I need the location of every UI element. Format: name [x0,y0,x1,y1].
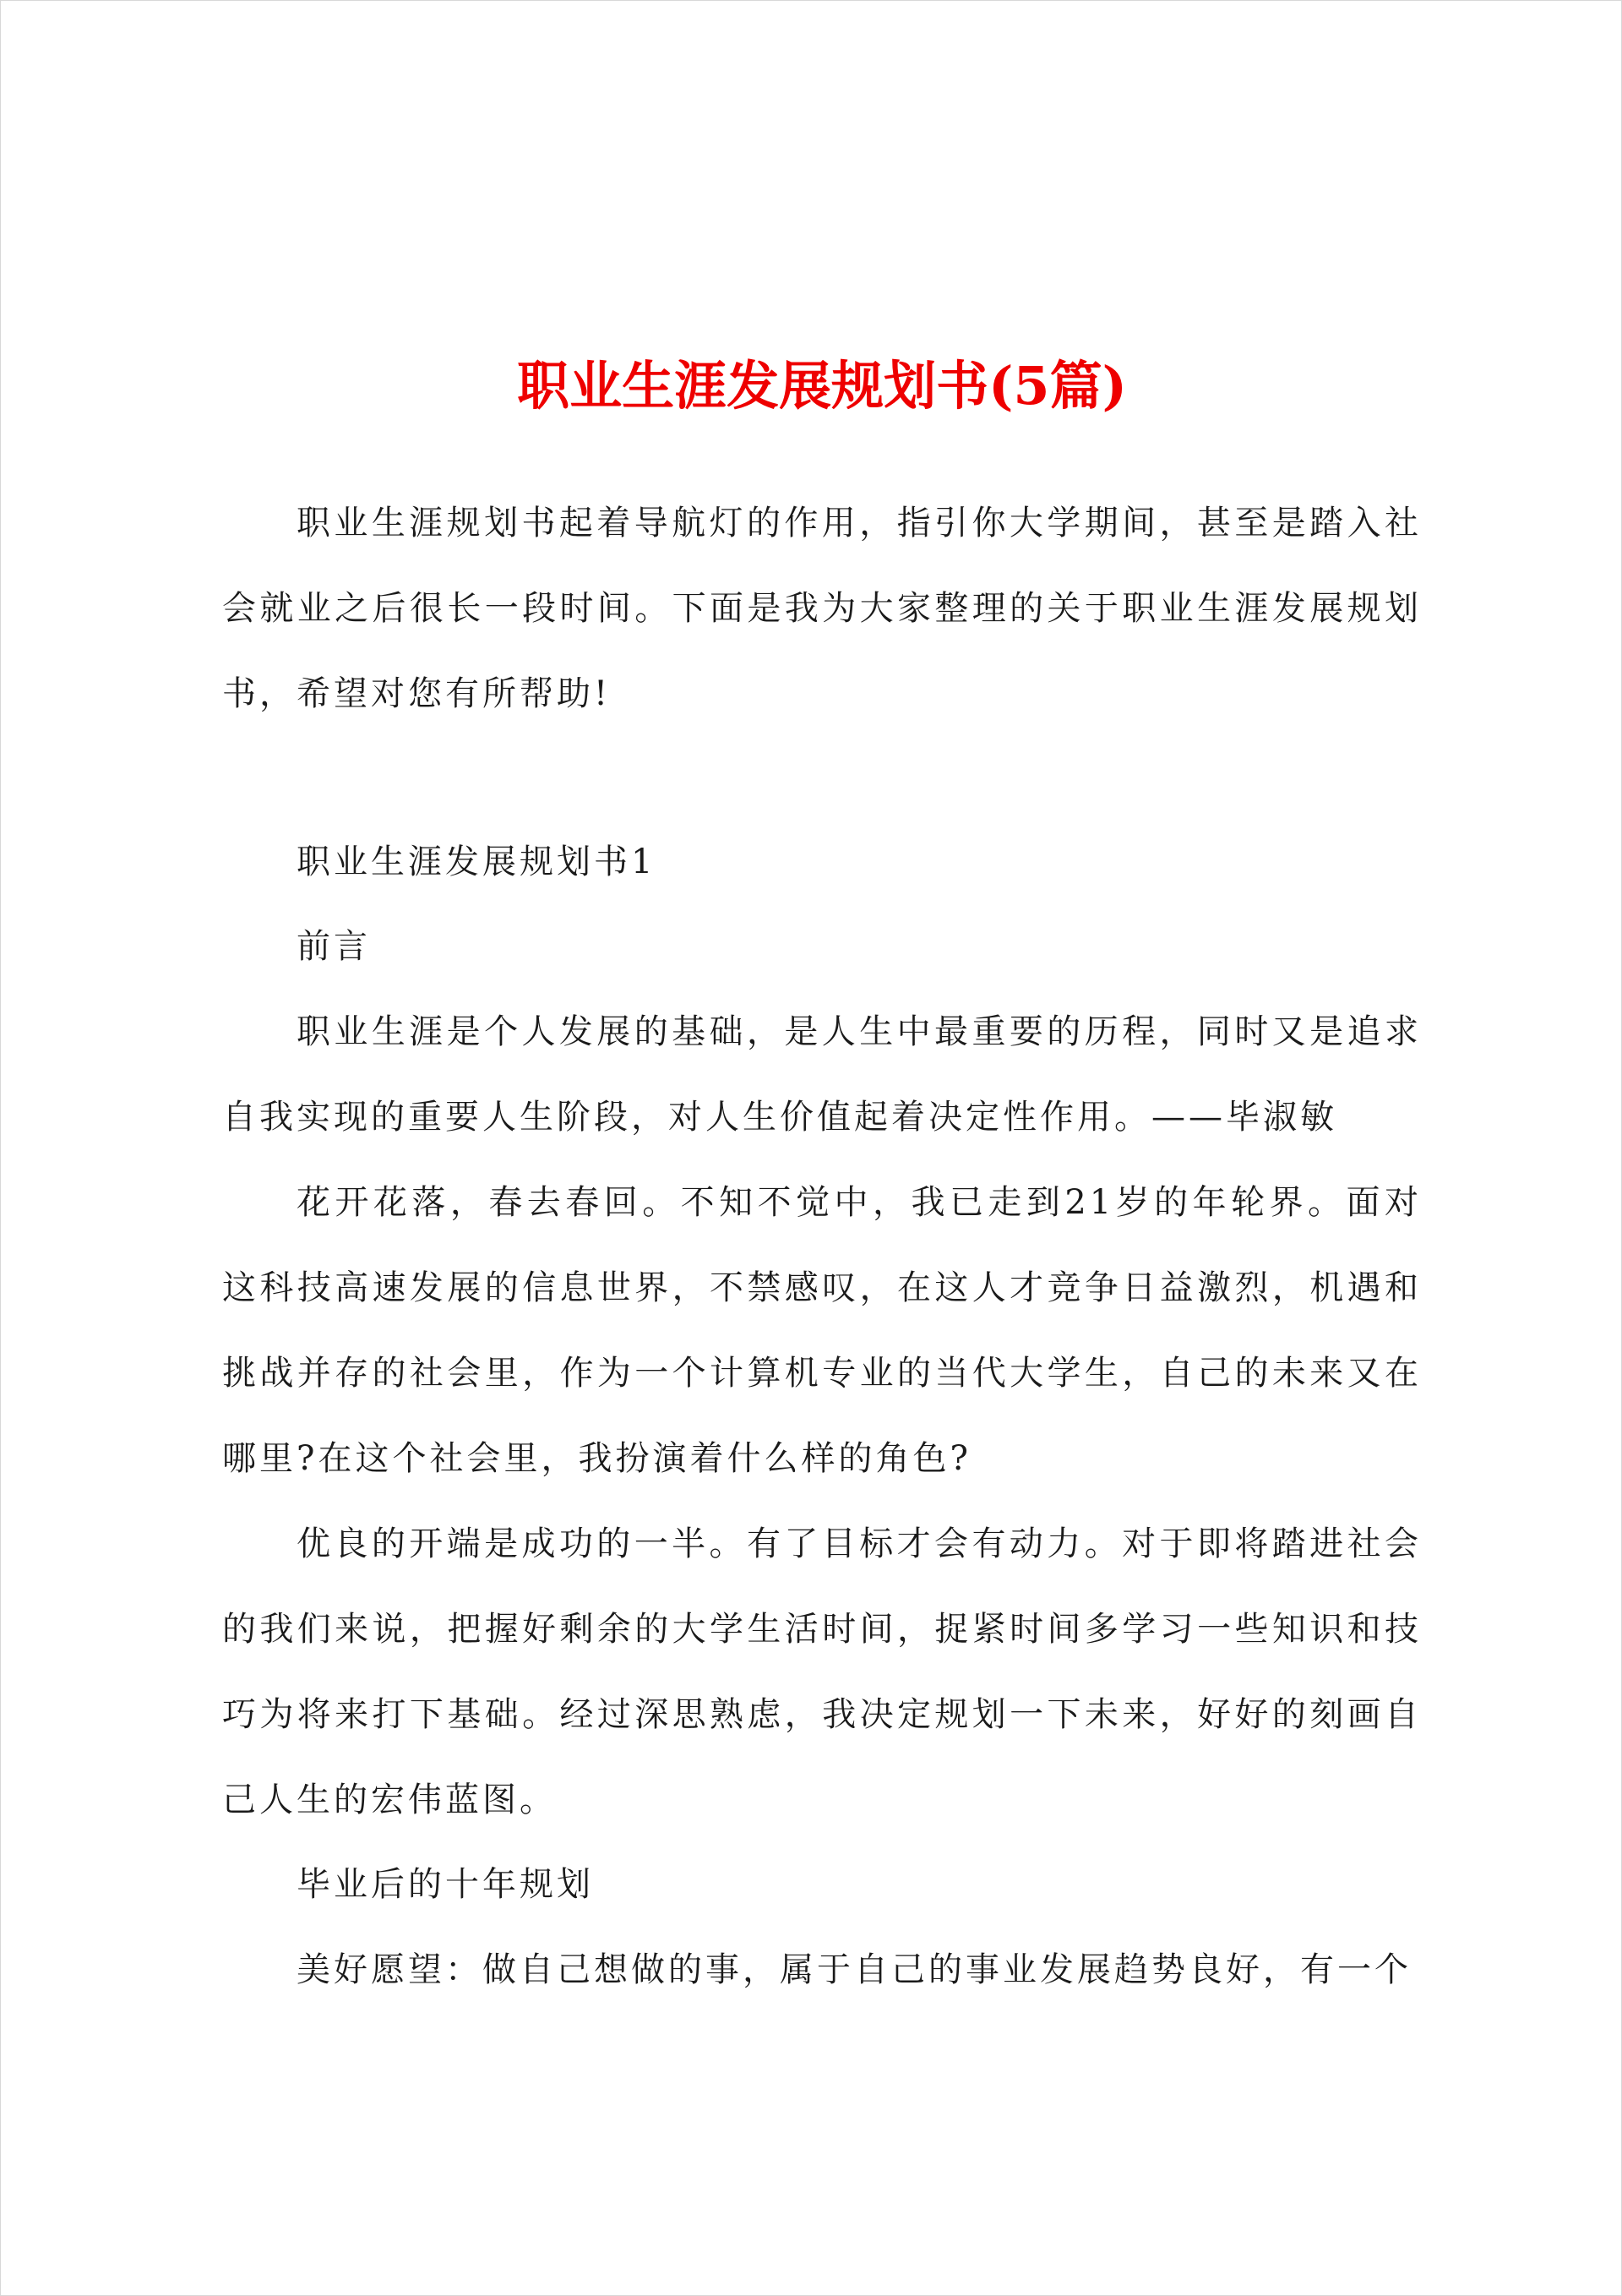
intro-paragraph: 职业生涯规划书起着导航灯的作用，指引你大学期间，甚至是踏入社会就业之后很长一段时间。下面是我为大家整理的关于职业生涯发展规划书，希望对您有所帮助! [222,504,1422,713]
body-paragraph-3: 优良的开端是成功的一半。有了目标才会有动力。对于即将踏进社会的我们来说，把握好剩余的大学生活时间，捉紧时间多学习一些知识和技巧为将来打下基础。经过深思熟虑，我决定规划一下未来，好好的刻画自己人生的宏伟蓝图。 [222,1524,1422,1819]
section-heading: 职业生涯发展规划书1 [297,843,656,881]
ten-year-plan-heading: 毕业后的十年规划 [297,1865,594,1904]
document-title: 职业生涯发展规划书(5篇) [517,355,1127,417]
body-paragraph-1: 职业生涯是个人发展的基础，是人生中最重要的历程，同时又是追求自我实现的重要人生阶段，对人生价值起着决定性作用。——毕淑敏 [222,1012,1422,1137]
body-paragraph-4: 美好愿望：做自己想做的事，属于自己的事业发展趋势良好，有一个 [297,1950,1412,1989]
body-paragraph-2: 花开花落，春去春回。不知不觉中，我已走到21岁的年轮界。面对这科技高速发展的信息世界，不禁感叹，在这人才竞争日益激烈，机遇和挑战并存的社会里，作为一个计算机专业的当代大学生，自己的未来又在哪里?在这个社会里，我扮演着什么样的角色? [222,1183,1422,1478]
preface-heading: 前言 [297,927,371,966]
